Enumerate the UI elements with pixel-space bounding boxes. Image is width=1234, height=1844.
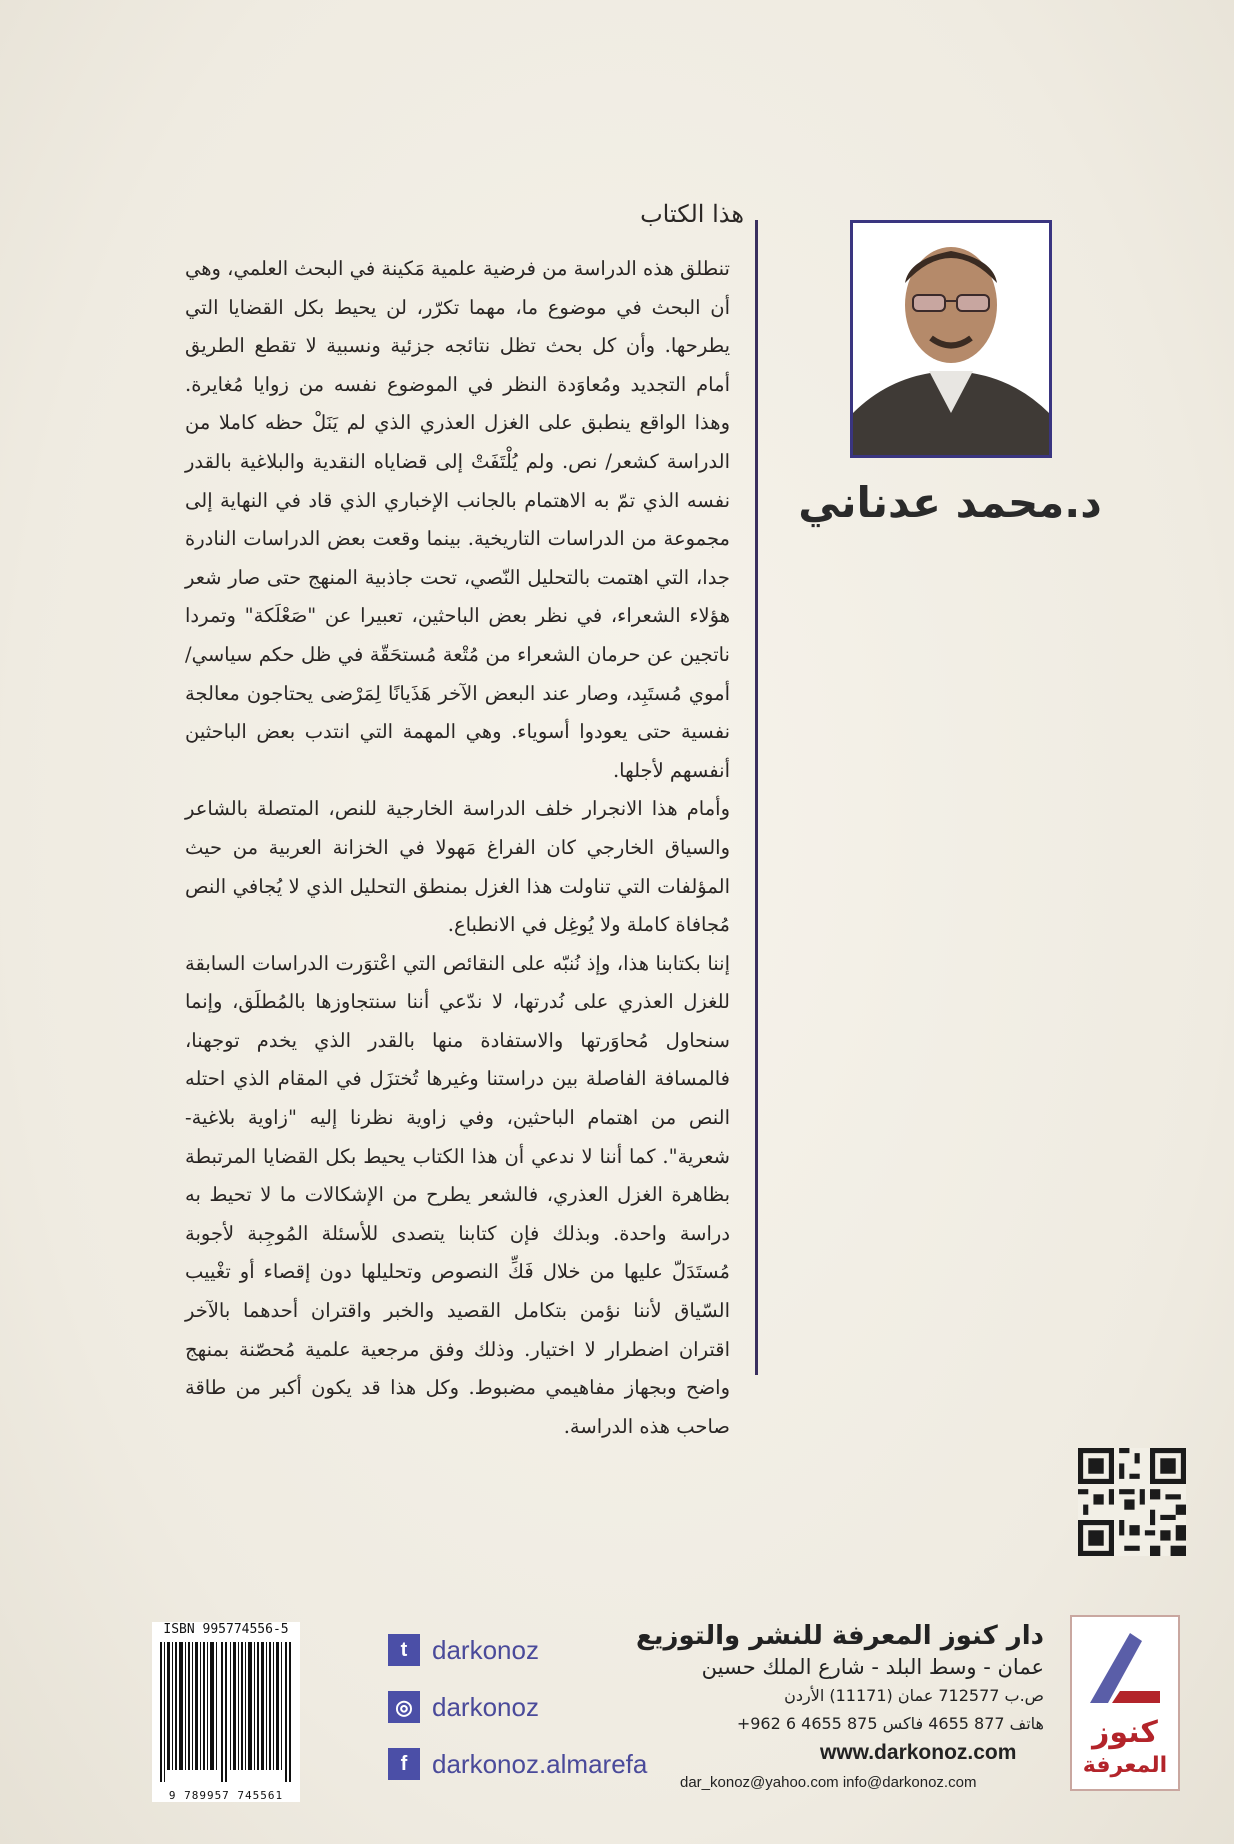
social-facebook[interactable] bbox=[388, 1747, 647, 1781]
social-instagram[interactable] bbox=[388, 1690, 539, 1724]
isbn-label: ISBN 995774556-5 bbox=[163, 1622, 289, 1637]
logo-text-bottom: المعرفة bbox=[1082, 1753, 1168, 1778]
publisher-emails[interactable]: dar_konoz@yahoo.com info@darkonoz.com bbox=[680, 1774, 977, 1791]
blurb-paragraph-3: إننا بكتابنا هذا، وإذ نُنبّه على النقائص التي اعْتوَرت الدراسات السابقة للغزل العذري على نُدرتها، لا ندّعي أننا سنتجاوزها بالمُطلَق، وإنما سنحاول مُحاوَرتها والاستفادة منها بالقدر الذي يخدم توجهنا، فالمسافة الفاصلة بين دراستنا وغيرها تُختزَل في المقام الذي احتله النص من اهتمام الباحثين، وفي زاوية نظرنا إليه "زاوية بلاغية-شعرية". كما أننا لا ندعي أن هذا الكتاب يحيط بكل القضايا المرتبطة بظاهرة الغزل العذري، فالشعر يطرح من الإشكالات ما لا تحيط به دراسة واحدة. وبذلك فإن كتابنا يتصدى للأسئلة المُوجِبة لأجوبة مُستَدَلّ عليها من خلال فَكِّ النصوص وتحليلها دون إقصاء أو تغْييب السّياق لأننا نؤمن بتكامل القصيد والخبر واقتران أحدهما بالآخر اقتران اضطرار لا اختيار. وذلك وفق مرجعية علمية مُحصّنة بمنهج واضح وبجهاز مفاهيمي مضبوط. وكل هذا قد يكون أكبر من طاقة صاحب هذه الدراسة. bbox=[185, 951, 731, 1438]
publisher-address: عمان - وسط البلد - شارع الملك حسين bbox=[701, 1655, 1044, 1679]
publisher-po-box: ص.ب 712577 عمان (11171) الأردن bbox=[784, 1686, 1044, 1705]
publisher-phone: هاتف 877 4655 فاكس 875 4655 6 962+ bbox=[736, 1714, 1044, 1733]
blurb-text bbox=[185, 250, 730, 1446]
isbn-barcode bbox=[152, 1622, 300, 1802]
author-photo bbox=[850, 220, 1052, 458]
section-heading: هذا الكتاب bbox=[640, 200, 744, 228]
blurb-paragraph-1: تنطلق هذه الدراسة من فرضية علمية مَكينة في البحث العلمي، وهي أن البحث في موضوع ما، مهما تكرّر، لن يحيط بكل القضايا التي يطرحها. وأن كل بحث تظل نتائجه جزئية ونسبية لا تقطع الطريق أمام التجديد ومُعاوَدة النظر في الموضوع نفسه من زوايا مُغايرة. وهذا الواقع ينطبق على الغزل العذري الذي لم يَنَلْ حظه كاملا من الدراسة كشعر/ نص. ولم يُلْتَفَتْ إلى قضاياه النقدية والبلاغية بالقدر نفسه الذي تمّ به الاهتمام بالجانب الإخباري الذي قاد في النهاية إلى مجموعة من الدراسات التاريخية. بينما وقعت بعض الدراسات النادرة جدا، التي اهتمت بالتحليل النّصي، تحت جاذبية المنهج حتى صار شعر هؤلاء الشعراء، في نظر بعض الباحثين، تعبيرا عن "صَعْلَكة" وتمردا ناتجين عن حرمان الشعراء من مُتْعة مُستحَقّة في ظل حكم سياسي/ أموي مُستَبِد، وصار عند البعض الآخر هَذَيانًا لِمَرْضى يحتاجون معالجة نفسية حتى يعودوا أسوياء. وهي المهمة التي انتدب بعض الباحثين أنفسهم لأجلها. bbox=[185, 257, 730, 782]
barcode-digits: 9 789957 745561 bbox=[168, 1789, 284, 1802]
publisher-name: دار كنوز المعرفة للنشر والتوزيع bbox=[635, 1621, 1044, 1651]
social-handle: darkonoz.almarefa bbox=[432, 1748, 648, 1779]
instagram-icon: ◎ bbox=[388, 1691, 420, 1723]
twitter-icon: t bbox=[388, 1634, 420, 1666]
social-twitter[interactable] bbox=[388, 1633, 539, 1667]
publisher-info bbox=[624, 1620, 1044, 1738]
social-handle: darkonoz bbox=[432, 1634, 539, 1665]
social-handle: darkonoz bbox=[432, 1691, 539, 1722]
publisher-website[interactable]: www.darkonoz.com bbox=[820, 1741, 1017, 1764]
author-name: د.محمد عدناني bbox=[798, 478, 1102, 527]
qr-code[interactable] bbox=[1078, 1448, 1186, 1556]
barcode-bars bbox=[158, 1642, 294, 1782]
facebook-icon: f bbox=[388, 1748, 420, 1780]
logo-book-icon bbox=[1072, 1623, 1178, 1713]
logo-text-top: كنوز bbox=[1092, 1715, 1158, 1750]
blurb-paragraph-2: وأمام هذا الانجرار خلف الدراسة الخارجية للنص، المتصلة بالشاعر والسياق الخارجي كان الفراغ مَهولا في الخزانة العربية من حيث المؤلفات التي تناولت هذا الغزل بمنطق التحليل الذي لا يُجافي النص مُجافاة كاملة ولا يُوغِل في الانطباع. bbox=[185, 797, 730, 937]
vertical-divider bbox=[755, 220, 758, 1375]
publisher-logo bbox=[1070, 1615, 1180, 1791]
